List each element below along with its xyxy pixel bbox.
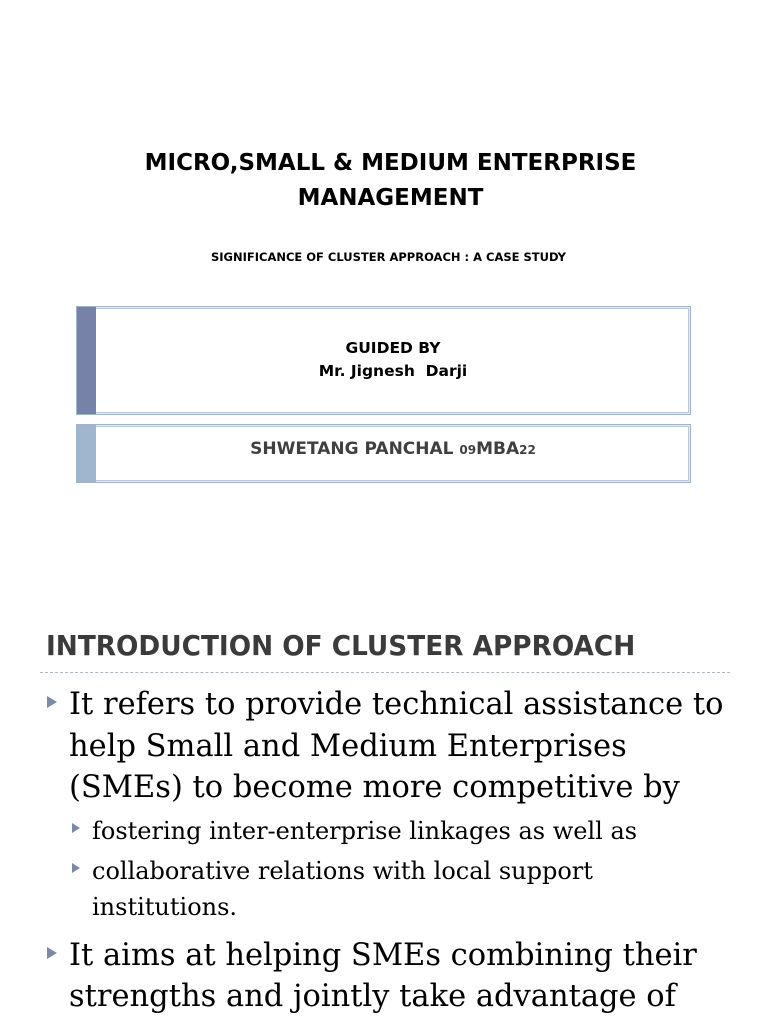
guided-by-label: GUIDED BY xyxy=(345,339,441,357)
bullet-triangle-icon xyxy=(47,696,57,708)
accent-bar xyxy=(77,307,96,414)
accent-bar xyxy=(77,425,96,482)
heading-divider xyxy=(40,672,730,673)
bullet-list xyxy=(0,684,768,1018)
guide-text xyxy=(96,337,690,383)
sub-bullet-text: collaborative relations with local support institutions. xyxy=(92,856,593,921)
bullet-triangle-icon xyxy=(47,947,57,959)
author-text xyxy=(96,439,690,459)
bullet-text: It refers to provide technical assistance to help Small and Medium Enterprises (SMEs) to become more competitive by xyxy=(69,687,724,805)
title-line-1: MICRO,SMALL & MEDIUM ENTERPRISE xyxy=(144,150,637,176)
author-box xyxy=(76,424,691,483)
author-name: SHWETANG PANCHAL xyxy=(250,439,460,459)
sub-bullet-text: fostering inter-enterprise linkages as well as xyxy=(92,816,638,845)
guide-box xyxy=(76,306,691,415)
slide-title xyxy=(0,146,768,216)
section-heading: INTRODUCTION OF CLUSTER APPROACH xyxy=(46,629,636,662)
bullet-text: It aims at helping SMEs combining their strengths and jointly take advantage of xyxy=(69,937,697,1014)
bullet-item xyxy=(69,684,729,809)
bullet-triangle-icon xyxy=(72,823,80,833)
bullet-item xyxy=(69,935,729,1018)
author-id-mid: MBA xyxy=(476,439,520,459)
author-id-prefix: 09 xyxy=(459,443,477,457)
sub-bullet-item xyxy=(92,853,712,925)
bullet-triangle-icon xyxy=(72,863,80,873)
title-line-2: MANAGEMENT xyxy=(297,185,484,211)
guide-name: Mr. Jignesh Darji xyxy=(318,362,468,380)
slide-subtitle: SIGNIFICANCE OF CLUSTER APPROACH : A CASE STUDY xyxy=(210,250,566,264)
sub-bullet-item xyxy=(92,813,712,849)
author-id-suffix: 22 xyxy=(519,443,536,457)
